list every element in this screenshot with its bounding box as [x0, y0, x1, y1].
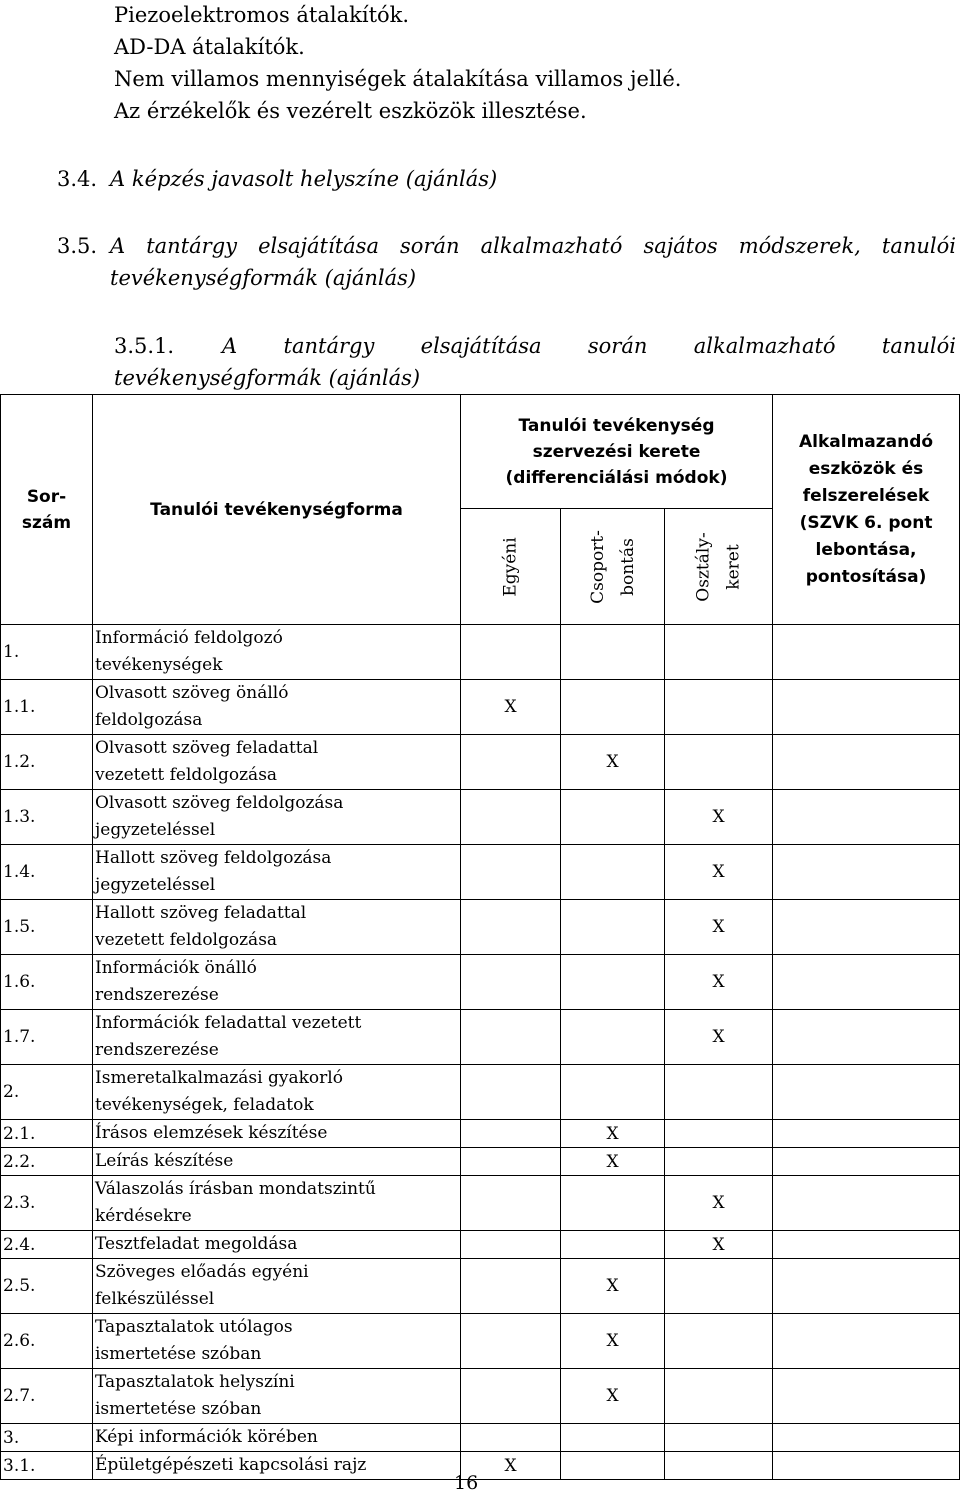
row-mark-cell: [461, 1231, 561, 1259]
row-mark-cell: [461, 1369, 561, 1424]
row-activity: Tapasztalatok helyszíni ismertetése szóban: [93, 1369, 461, 1424]
row-mark-cell: [461, 1120, 561, 1148]
row-number: 2.6.: [1, 1314, 93, 1369]
row-mark-cell: [561, 625, 665, 680]
row-eszkoz: [773, 1176, 960, 1231]
row-mark-cell: [461, 845, 561, 900]
row-mark-cell: [665, 1369, 773, 1424]
row-mark-cell: [665, 1259, 773, 1314]
row-number: 3.1.: [1, 1452, 93, 1480]
row-eszkoz: [773, 1259, 960, 1314]
row-eszkoz: [773, 1120, 960, 1148]
row-activity: Tapasztalatok utólagos ismertetése szóban: [93, 1314, 461, 1369]
row-mark-cell: [561, 900, 665, 955]
intro-line-2: AD-DA átalakítók.: [114, 35, 305, 59]
header-eszkozok: Alkalmazandó eszközök és felszerelések (SZVK 6. pont lebontása, pontosítása): [773, 395, 960, 625]
table-row: [1, 845, 960, 900]
row-mark-cell: [561, 680, 665, 735]
row-activity: Hallott szöveg feladattal vezetett feldolgozása: [93, 900, 461, 955]
header-keret: Tanulói tevékenység szervezési kerete (differenciálási módok): [461, 395, 773, 509]
table-row: [1, 1259, 960, 1314]
row-number: 2.1.: [1, 1120, 93, 1148]
table-row: [1, 900, 960, 955]
row-mark-cell: [461, 790, 561, 845]
row-mark-cell: [665, 1452, 773, 1480]
row-number: 1.: [1, 625, 93, 680]
row-activity: Tesztfeladat megoldása: [93, 1231, 461, 1259]
row-eszkoz: [773, 680, 960, 735]
row-mark-cell: [461, 1065, 561, 1120]
header-sorszam: Sor- szám: [1, 395, 93, 625]
row-mark-cell: [461, 625, 561, 680]
row-activity: Olvasott szöveg feldolgozása jegyzeteléssel: [93, 790, 461, 845]
section-3-4-title: A képzés javasolt helyszíne (ajánlás): [110, 167, 498, 191]
section-3-5-1-title-1: A tantárgy elsajátítása során alkalmazható tanulói: [222, 334, 956, 358]
row-activity: Hallott szöveg feldolgozása jegyzeteléssel: [93, 845, 461, 900]
row-mark-cell: X: [561, 1148, 665, 1176]
section-3-5-1-title-2: tevékenységformák (ajánlás): [114, 366, 421, 390]
header-osztaly-label: Osztály- keret: [693, 531, 744, 602]
row-mark-cell: [461, 1259, 561, 1314]
header-forma: Tanulói tevékenységforma: [93, 395, 461, 625]
header-egyeni: [461, 509, 561, 625]
row-eszkoz: [773, 1010, 960, 1065]
row-mark-cell: [461, 1148, 561, 1176]
table-row: [1, 735, 960, 790]
row-mark-cell: [561, 1176, 665, 1231]
row-mark-cell: X: [561, 1120, 665, 1148]
row-mark-cell: X: [561, 1314, 665, 1369]
row-eszkoz: [773, 735, 960, 790]
row-mark-cell: X: [665, 900, 773, 955]
row-activity: Írásos elemzések készítése: [93, 1120, 461, 1148]
row-mark-cell: [665, 735, 773, 790]
row-activity: Információk önálló rendszerezése: [93, 955, 461, 1010]
table-row: [1, 1452, 960, 1480]
row-activity: Szöveges előadás egyéni felkészüléssel: [93, 1259, 461, 1314]
table-row: [1, 1120, 960, 1148]
row-number: 2.3.: [1, 1176, 93, 1231]
page-number: 16: [454, 1472, 479, 1494]
section-3-5-title-2: tevékenységformák (ajánlás): [110, 266, 417, 290]
row-mark-cell: [665, 625, 773, 680]
row-activity: Olvasott szöveg feladattal vezetett feldolgozása: [93, 735, 461, 790]
row-mark-cell: X: [665, 1231, 773, 1259]
row-number: 1.3.: [1, 790, 93, 845]
table-row: [1, 955, 960, 1010]
table-row: [1, 1314, 960, 1369]
row-mark-cell: [461, 900, 561, 955]
section-3-5-1-number: 3.5.1.: [114, 334, 175, 358]
row-mark-cell: [461, 1010, 561, 1065]
row-eszkoz: [773, 1148, 960, 1176]
row-number: 1.4.: [1, 845, 93, 900]
header-osztaly: [665, 509, 773, 625]
intro-line-1: Piezoelektromos átalakítók.: [114, 3, 410, 27]
row-mark-cell: X: [665, 845, 773, 900]
row-mark-cell: [665, 1314, 773, 1369]
row-eszkoz: [773, 1369, 960, 1424]
row-activity: Leírás készítése: [93, 1148, 461, 1176]
row-mark-cell: X: [665, 790, 773, 845]
section-3-4-number: 3.4.: [57, 167, 98, 191]
row-mark-cell: X: [665, 1176, 773, 1231]
row-activity: Válaszolás írásban mondatszintű kérdésekre: [93, 1176, 461, 1231]
row-activity: Olvasott szöveg önálló feldolgozása: [93, 680, 461, 735]
section-3-5-number: 3.5.: [57, 234, 98, 258]
row-number: 2.4.: [1, 1231, 93, 1259]
intro-line-4: Az érzékelők és vezérelt eszközök illesztése.: [114, 99, 587, 123]
row-mark-cell: [665, 1120, 773, 1148]
row-activity: Ismeretalkalmazási gyakorló tevékenységek, feladatok: [93, 1065, 461, 1120]
row-eszkoz: [773, 1231, 960, 1259]
row-number: 2.2.: [1, 1148, 93, 1176]
intro-line-3: Nem villamos mennyiségek átalakítása villamos jellé.: [114, 67, 682, 91]
table-row: [1, 625, 960, 680]
row-mark-cell: [561, 790, 665, 845]
row-mark-cell: X: [665, 955, 773, 1010]
row-number: 3.: [1, 1424, 93, 1452]
row-mark-cell: [461, 1424, 561, 1452]
header-egyeni-label: Egyéni: [500, 536, 521, 597]
table-row: [1, 1369, 960, 1424]
row-activity: Információ feldolgozó tevékenységek: [93, 625, 461, 680]
row-eszkoz: [773, 625, 960, 680]
table-row: [1, 1176, 960, 1231]
row-mark-cell: X: [665, 1010, 773, 1065]
row-mark-cell: [561, 1424, 665, 1452]
row-mark-cell: [561, 1231, 665, 1259]
row-mark-cell: [665, 1065, 773, 1120]
activity-table: [0, 394, 960, 1480]
row-mark-cell: [561, 1065, 665, 1120]
row-eszkoz: [773, 845, 960, 900]
table-body: [1, 625, 960, 1480]
row-mark-cell: [665, 680, 773, 735]
row-mark-cell: [561, 845, 665, 900]
table-row: [1, 1231, 960, 1259]
row-mark-cell: [561, 955, 665, 1010]
row-number: 1.5.: [1, 900, 93, 955]
table-row: [1, 790, 960, 845]
row-eszkoz: [773, 1065, 960, 1120]
row-number: 1.7.: [1, 1010, 93, 1065]
row-mark-cell: [665, 1424, 773, 1452]
row-mark-cell: [665, 1148, 773, 1176]
row-activity: Információk feladattal vezetett rendszerezése: [93, 1010, 461, 1065]
row-eszkoz: [773, 1424, 960, 1452]
row-mark-cell: [561, 1010, 665, 1065]
row-number: 1.2.: [1, 735, 93, 790]
row-mark-cell: X: [561, 735, 665, 790]
row-mark-cell: [461, 1176, 561, 1231]
row-number: 2.7.: [1, 1369, 93, 1424]
row-mark-cell: [461, 735, 561, 790]
table-row: [1, 1148, 960, 1176]
row-eszkoz: [773, 1452, 960, 1480]
header-csoport-label: Csoport- bontás: [587, 529, 638, 604]
row-mark-cell: X: [461, 680, 561, 735]
row-mark-cell: [461, 955, 561, 1010]
row-eszkoz: [773, 955, 960, 1010]
row-mark-cell: [561, 1452, 665, 1480]
row-number: 1.6.: [1, 955, 93, 1010]
row-mark-cell: X: [561, 1369, 665, 1424]
row-mark-cell: X: [561, 1259, 665, 1314]
table-row: [1, 680, 960, 735]
row-number: 1.1.: [1, 680, 93, 735]
row-mark-cell: [461, 1314, 561, 1369]
table-row: [1, 1010, 960, 1065]
section-3-5-title-1: A tantárgy elsajátítása során alkalmazható sajátos módszerek, tanulói: [110, 234, 956, 258]
row-number: 2.5.: [1, 1259, 93, 1314]
row-activity: Képi információk körében: [93, 1424, 461, 1452]
row-mark-cell: X: [461, 1452, 561, 1480]
table-row: [1, 1065, 960, 1120]
row-eszkoz: [773, 1314, 960, 1369]
table-row: [1, 1424, 960, 1452]
row-eszkoz: [773, 790, 960, 845]
header-csoport: [561, 509, 665, 625]
row-eszkoz: [773, 900, 960, 955]
row-activity: Épületgépészeti kapcsolási rajz: [93, 1452, 461, 1480]
row-number: 2.: [1, 1065, 93, 1120]
